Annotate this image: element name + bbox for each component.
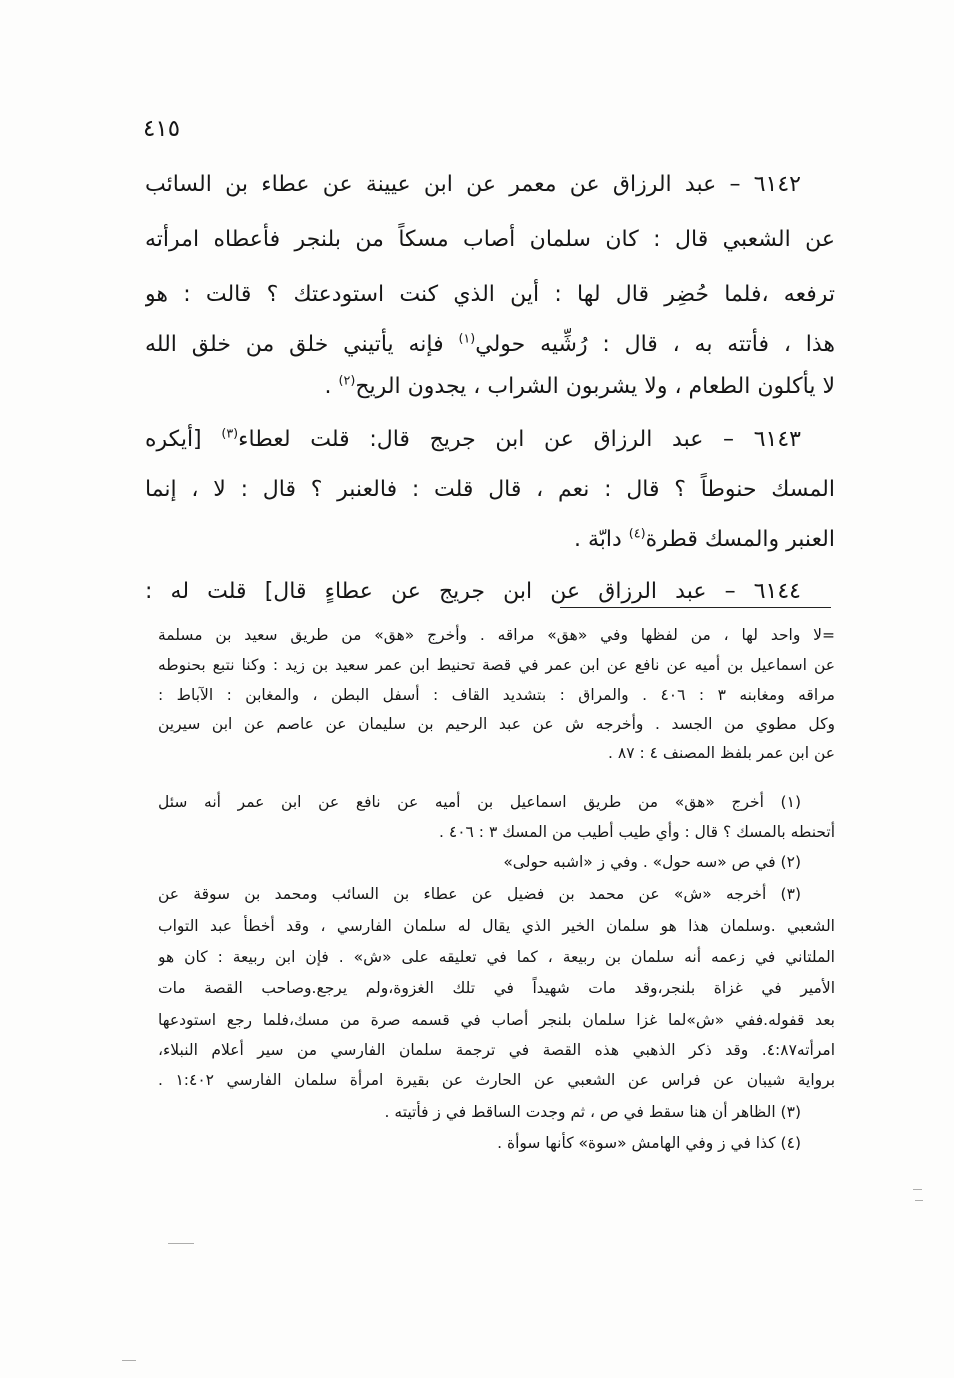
scan-mark <box>913 1189 922 1190</box>
footnote-line: (١) أخرج «هق» من طريق اسماعيل بن أميه عن نافع عن ابن عمر أنه سئل <box>158 793 801 811</box>
main-text-line <box>145 327 835 363</box>
footnote-separator <box>560 607 831 608</box>
footnote-line: (٢) في ص «سه حول» . وفي ز «اشبه حولى» <box>503 853 801 871</box>
line-text: دابّة . <box>573 527 629 552</box>
footnote-line: برواية شيبان عن فراس عن الشعبي عن الحارث عن بقيرة امرأة سلمان الفارسي ١:٤٠٢ . <box>158 1071 835 1089</box>
line-text: . <box>324 374 339 399</box>
footnote-marker: (٣) <box>221 426 239 442</box>
line-text: فإنه يأتيني خلق من خلق الله <box>145 332 459 357</box>
main-text-line: المسك حنوطاً ؟ قال : نعم ، قال قلت : فالعنبر ؟ قال : لا ، إنما <box>145 477 835 502</box>
scan-mark <box>122 1360 136 1361</box>
main-text-line <box>235 369 835 405</box>
main-text-line: ترفعه ،فلما حُضِر قال لها : أين الذي كنت استودعتك ؟ قالت : هو <box>145 282 835 307</box>
page-number: ٤١٥ <box>143 116 181 142</box>
main-text-line: ٦١٤٤ – عبد الرزاق عن ابن جريج عن عطاءٍ قال] قلت له : <box>145 579 801 604</box>
footnote-line: الأمير في غزاة بلنجر،وقد مات شهيداً في تلك الغزوة،ولم يرجع.وصاحب القصة مات <box>158 979 835 997</box>
line-text: هذا ، فأتته به ، قال : رُشِّيه حولي <box>475 332 835 357</box>
footnote-line: (٣) أخرجه «ش» عن محمد بن فضيل عن عطاء بن السائب ومحمد بن سوقة عن <box>158 885 801 903</box>
footnote-line: (٤) كذا في ز وفي الهامش «سوة» كأنها سوأة . <box>497 1134 801 1152</box>
footnote-marker: (٤) <box>628 526 646 542</box>
footnote-marker: (٢) <box>338 373 356 389</box>
footnote-line: =لا واحد لها ، من لفظها وفي «هق» مراقه . وأخرج «هق» من طريق سعيد بن مسلمة <box>158 626 835 644</box>
footnote-line: الشعبي .وسلمان هذا هو سلمان الخير الذي يقال له سلمان الفارسي ، وقد أخطأ عبد التواب <box>158 917 835 935</box>
footnote-line: امرأته٤:٨٧. وقد ذكر الذهبي هذه القصة في ترجمة سلمان الفارسي من سير أعلام النبلاء، <box>158 1041 835 1059</box>
footnote-line: عن ابن عمر بلفظ المصنف ٤ : ٨٧ . <box>608 744 835 762</box>
footnote-line: عن اسماعيل بن أميه عن نافع عن ابن عمر في قصة تحنيط ابن عمر سعيد بن زيد : وكنا نتبع بحنوطه <box>158 656 835 674</box>
footnote-line: وكل مطوي من الجسد . وأخرجه ش عن عبد الرحيم بن سليمان عن عاصم عن ابن سيرين <box>158 715 835 733</box>
footnote-marker: (١) <box>458 331 476 347</box>
main-text-line: عن الشعبي قال : كان سلمان أصاب مسكاً من بلنجر فأعطاه امرأته <box>145 227 835 252</box>
footnote-line: الملتاني في زعمه أنه سلمان بن ربيعة ، كما في تعليقه على «ش» . فإن ابن ربيعة : كان هو <box>158 948 835 966</box>
main-text-line <box>145 522 835 558</box>
scan-mark <box>168 1243 194 1244</box>
line-text: ٦١٤٣ – عبد الرزاق عن ابن جريج قال: قلت لعطاء <box>238 427 801 452</box>
footnote-line: مراقه ومغابنه ٣ : ٤٠٦ . والمراق : بتشديد القاف : أسفل البطن ، والمغابن : الآباط : <box>158 686 835 704</box>
scan-mark <box>915 1200 923 1201</box>
line-text: العنبر والمسك قطرة <box>645 527 835 552</box>
main-text-line <box>145 422 835 458</box>
main-text-line: ٦١٤٢ – عبد الرزاق عن معمر عن ابن عيينة عن عطاء بن السائب <box>145 172 801 197</box>
line-text: [أيكره <box>145 427 222 452</box>
footnote-line: أتحنطه بالمسك ؟ قال : وأي طيب أطيب من المسك ٣ : ٤٠٦ . <box>439 823 835 841</box>
footnote-line: بعد قفوله.ففي «ش»لما غزا سلمان بلنجر أصاب في قسمه صرة من مسك،فلما رجع استودعها <box>158 1011 835 1029</box>
footnote-line: (٣) الظاهر أن هنا سقط في ص ، ثم وجدت الساقط في ز فأتيته . <box>384 1103 801 1121</box>
line-text: لا يأكلون الطعام ، ولا يشربون الشراب ، يجدون الريح <box>355 374 835 399</box>
